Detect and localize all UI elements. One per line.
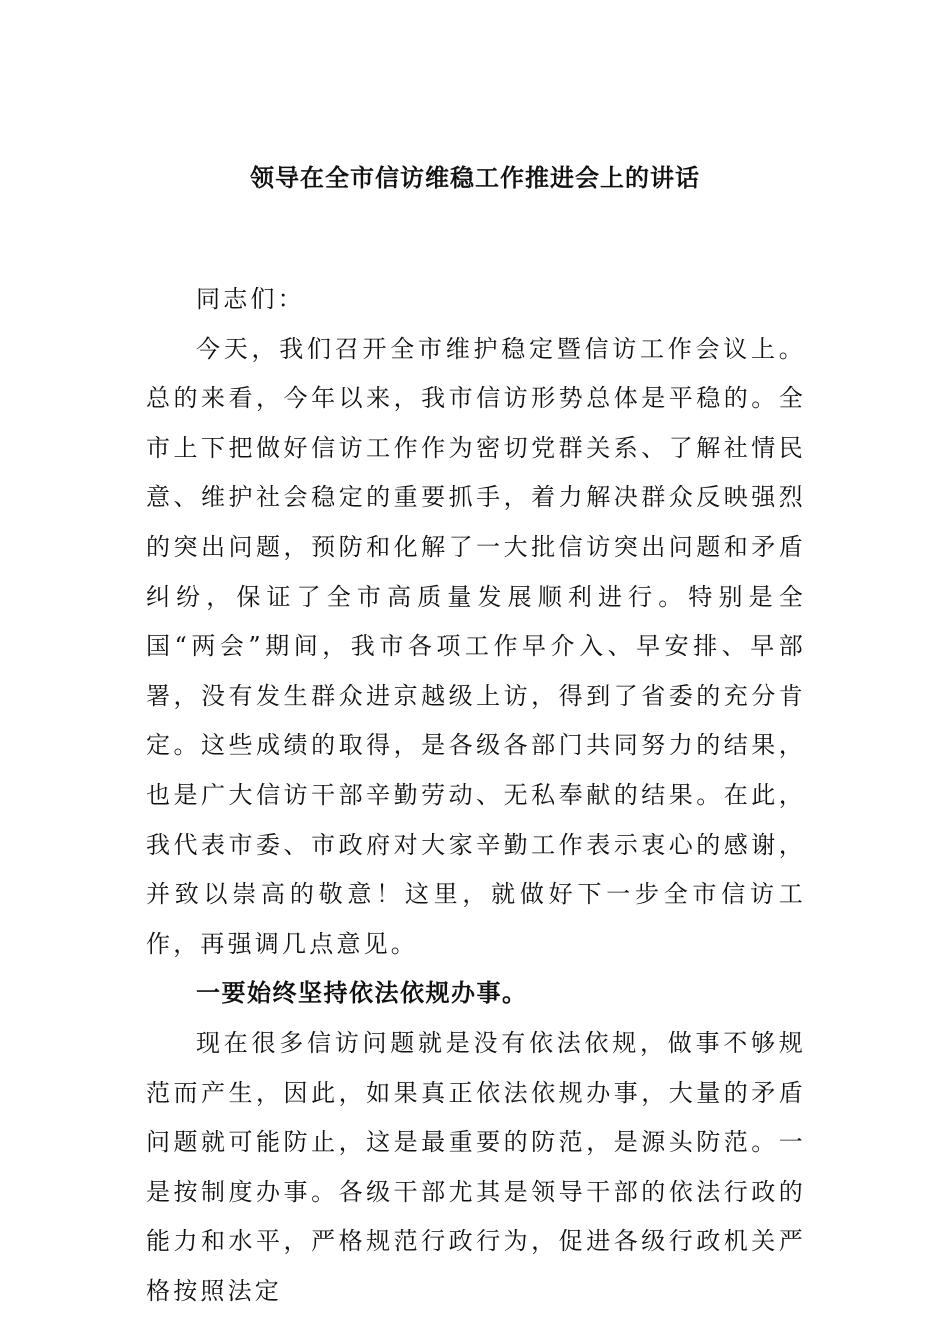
document-title: 领导在全市信访维稳工作推进会上的讲话 [250,164,700,192]
body-paragraph: 今天，我们召开全市维护稳定暨信访工作会议上。总的来看，今年以来，我市信访形势总体是平稳的。全市上下把做好信访工作作为密切党群关系、了解社情民意、维护社会稳定的重要抓手，着力解决群众反映强烈的突出问题，预防和化解了一大批信访突出问题和矛盾纠纷，保证了全市高质量发展顺利进行。特别是全国“两会”期间，我市各项工作早介入、早安排、早部署，没有发生群众进京越级上访，得到了省委的充分肯定。这些成绩的取得，是各级各部门共同努力的结果，也是广大信访干部辛勤劳动、无私奉献的结果。在此，我代表市委、市政府对大家辛勤工作表示衷心的感谢，并致以崇高的敬意！这里，就做好下一步全市信访工作，再强调几点意见。 [146,334,806,958]
salutation-paragraph: 同志们： [196,285,305,313]
section-heading: 一要始终坚持依法依规办事。 [196,979,528,1008]
body-paragraph: 现在很多信访问题就是没有依法依规，做事不够规范而产生，因此，如果真正依法依规办事，大量的矛盾问题就可能防止，这是最重要的防范，是源头防范。一是按制度办事。各级干部尤其是领导干部的依法行政的能力和水平，严格规范行政行为，促进各级行政机关严格按照法定 [146,1028,806,1305]
document-body [146,275,806,1316]
